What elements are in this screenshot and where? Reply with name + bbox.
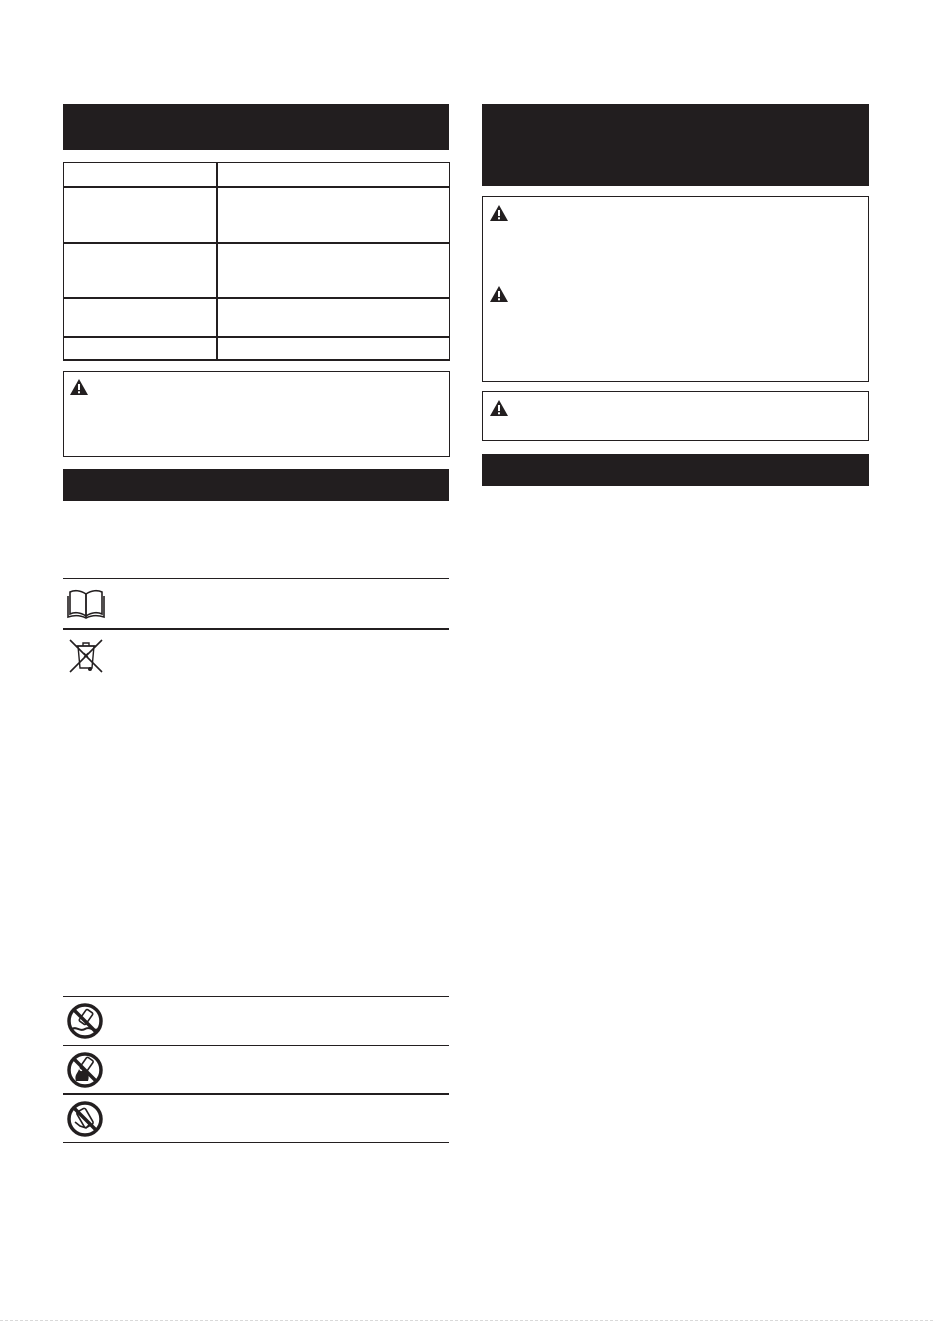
spec-table xyxy=(63,162,450,361)
spec-table-rule xyxy=(63,336,450,338)
left-warning-box xyxy=(63,371,450,457)
symbol-rule xyxy=(63,628,449,630)
right-warning-small xyxy=(482,391,869,441)
page-edge-rule xyxy=(0,1320,933,1321)
crossed-out-wheelie-bin-icon xyxy=(66,636,106,676)
spec-table-rule xyxy=(63,297,450,299)
spec-table-rule xyxy=(63,242,450,244)
spec-table-border xyxy=(63,162,450,361)
symbol-rule xyxy=(63,1045,449,1046)
read-manual-icon xyxy=(66,586,106,620)
no-fire-icon xyxy=(66,1051,104,1089)
right-section2-heading-bar xyxy=(482,454,869,486)
warning-triangle-icon xyxy=(69,378,89,396)
left-section2-heading-bar xyxy=(63,469,449,501)
symbol-rule xyxy=(63,996,449,997)
symbol-rule xyxy=(63,578,449,579)
no-water-icon xyxy=(66,1002,104,1040)
symbol-rule xyxy=(63,1093,449,1095)
left-section1-heading-bar xyxy=(63,104,449,150)
warning-triangle-icon xyxy=(489,204,509,222)
warning-triangle-icon xyxy=(489,399,509,417)
no-disassembly-icon xyxy=(66,1100,104,1138)
right-section1-heading-bar xyxy=(482,104,869,186)
spec-table-rule xyxy=(63,186,450,188)
symbol-rule xyxy=(63,1142,449,1143)
spec-table-divider xyxy=(216,162,218,361)
warning-triangle-icon xyxy=(489,285,509,303)
right-warning-box xyxy=(482,196,869,382)
